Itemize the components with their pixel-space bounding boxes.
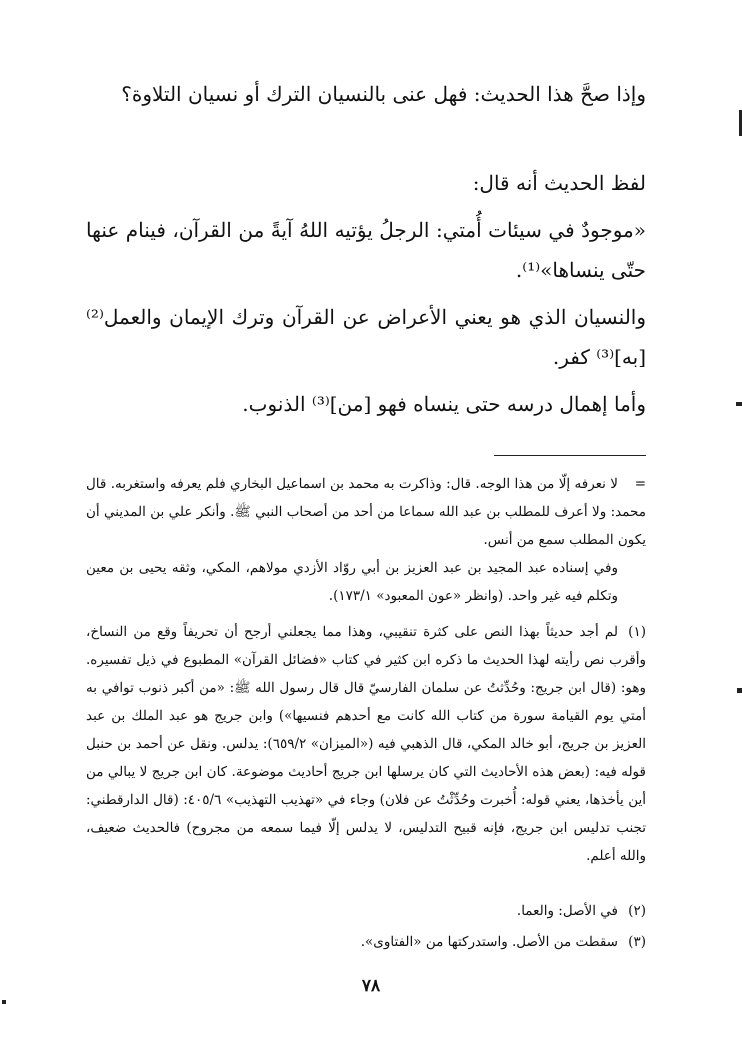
paragraph-question: وإذا صحَّ هذا الحديث: فهل عنى بالنسيان الترك أو نسيان التلاوة؟	[121, 82, 646, 106]
page-number: ٧٨	[361, 976, 381, 996]
footnote-continuation-b: وفي إسناده عبد المجيد بن عبد العزيز بن أبي روّاد الأزدي مولاهم، المكي، وثقه يحيى بن معين وتكلم فيه غير واحد. (وانظر «عون المعبود» ١٧٣/١).	[86, 560, 618, 604]
footnote-1-text: لم أجد حديثاً بهذا النص على كثرة تنقيبي، وهذا مما يجعلني أرجح أن تحريفاً وقع من النساخ، وأقرب نص رأيته لهذا الحديث ما ذكره ابن كثير في كتاب «فضائل القرآن» المطبوع في ذيل تفسيره. وهو: (قال ابن جريج: وحُدِّثتُ عن سلمان الفارسيّ قال قال رسول الله ﷺ: «من أكبر ذنوب توافي به أمتي يوم القيامة سورة من كتاب الله كانت مع أحدهم فنسيها») وابن جريج هو عبد الملك بن عبد العزيز بن جريج، أبو خالد المكي، قال الذهبي فيه («الميزان» ٦٥٩/٢): يدلس. ونقل عن أحمد بن حنبل قوله فيه: (بعض هذه الأحاديث التي كان يرسلها ابن جريج أحاديث موضوعة. كان ابن جريج لا يبالي من أين يأخذها، يعني قوله: أُخبرت وحُدِّثْتُ عن فلان) وجاء في «تهذيب التهذيب» ٤٠٥/٦: (قال الدارقطني: تجنب تدليس ابن جريج، فإنه قبيح التدليس، لا يدلس إلّا فيما سمعه من مجروح) فالحديث ضعيف، والله أعلم.	[86, 624, 647, 864]
footnote-3-text: سقطت من الأصل. واستدركتها من «الفتاوى».	[360, 934, 618, 950]
footnote-continuation-a	[86, 470, 646, 554]
footnote-separator	[494, 455, 646, 456]
footnote-3	[86, 928, 646, 956]
footnote-3-marker: (٣)	[628, 934, 646, 950]
footnote-1	[86, 618, 646, 870]
paragraph-neglect: وأما إهمال درسه حتى ينساه فهو [من]⁽³⁾ الذنوب.	[242, 392, 646, 416]
footnote-2	[86, 897, 646, 925]
continuation-marker: =	[634, 476, 646, 492]
footnote-2-text: في الأصل: والعما.	[516, 903, 618, 919]
paragraph-hadith-text: «موجودٌ في سيئات أُمتي: الرجلُ يؤتيه اللهُ آيةً من القرآن، فينام عنها حتّى ينساها»⁽¹⁾.	[86, 218, 646, 282]
scan-edge-mark	[737, 688, 742, 693]
paragraph-hadith-intro: لفظ الحديث أنه قال:	[472, 171, 646, 195]
continuation-text-a: لا نعرفه إلّا من هذا الوجه. قال: وذاكرت به محمد بن اسماعيل البخاري فلم يعرفه واستغربه. قال محمد: ولا أعرف للمطلب بن عبد الله سماعا من أحد من أصحاب النبي ﷺ. وأنكر علي بن المديني أن يكون المطلب سمع من أنس.	[86, 476, 646, 548]
paragraph-forgetting-meaning: والنسيان الذي هو يعني الأعراض عن القرآن وترك الإيمان والعمل⁽²⁾ [به]⁽³⁾ كفر.	[86, 305, 646, 369]
footnote-continuation	[86, 470, 646, 610]
footnote-1-marker: (١)	[628, 624, 646, 640]
footnote-2-marker: (٢)	[628, 903, 646, 919]
scan-edge-mark	[736, 402, 742, 406]
scan-edge-mark	[2, 1000, 6, 1004]
